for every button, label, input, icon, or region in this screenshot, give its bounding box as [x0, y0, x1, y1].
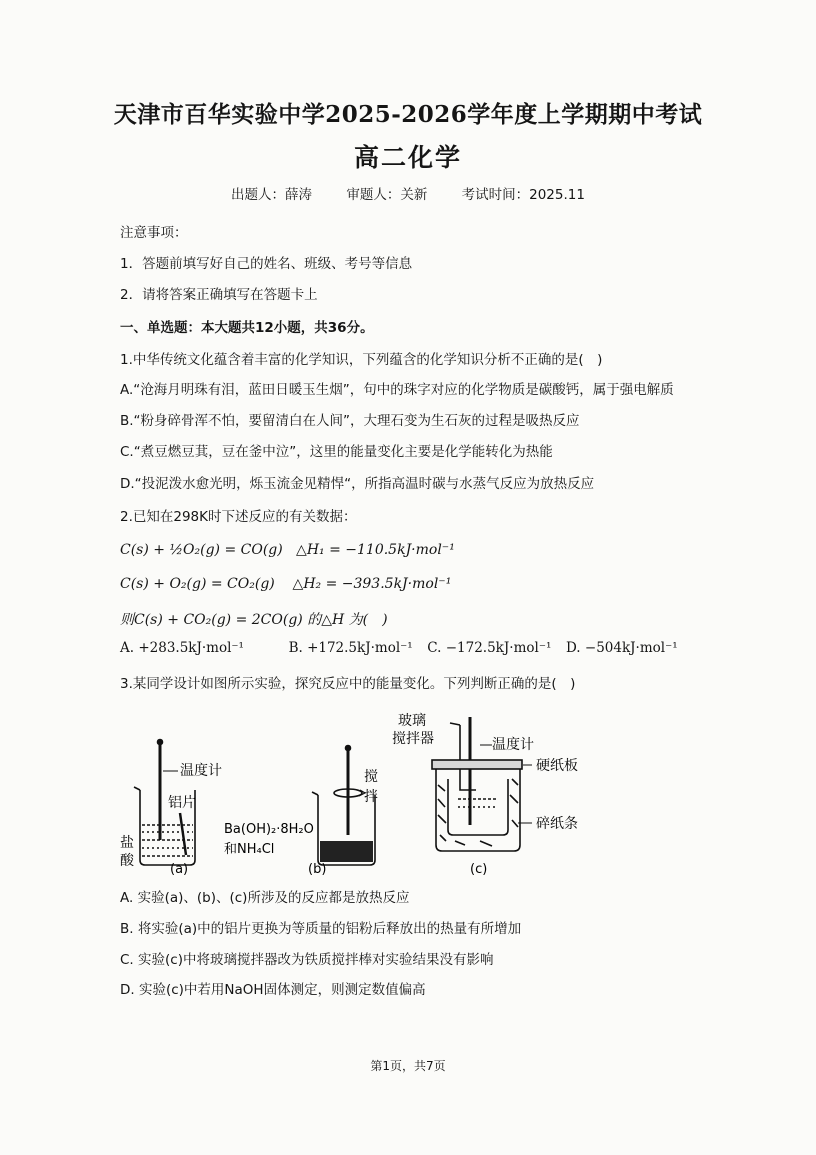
b-reagent-label-2: 和NH₄Cl	[224, 842, 275, 857]
notice-heading: 注意事项：	[120, 225, 188, 241]
exam-time: 考试时间：2025.11	[461, 187, 585, 203]
c-thermometer-label: 温度计	[492, 737, 534, 753]
q3-option-c: C. 实验(c)中将玻璃搅拌器改为铁质搅拌棒对实验结果没有影响	[120, 952, 494, 968]
subject-title: 高二化学	[353, 143, 462, 172]
q3-option-b: B. 将实验(a)中的铝片更换为等质量的铝粉后释放出的热量有所增加	[120, 921, 522, 937]
a-thermometer-label: 温度计	[180, 763, 222, 779]
q1-option-c: C.“煮豆燃豆萁，豆在釜中泣”，这里的能量变化主要是化学能转化为热能	[120, 444, 553, 460]
q2-options	[120, 640, 678, 656]
q2-option-b: B. +172.5kJ·mol⁻¹	[288, 640, 413, 656]
q1-stem: 1.中华传统文化蕴含着丰富的化学知识，下列蕴含的化学知识分析不正确的是( )	[120, 352, 603, 368]
c-board-label: 硬纸板	[536, 758, 578, 774]
b-reagent-label-1: Ba(OH)₂·8H₂O	[224, 822, 314, 837]
c-stirrer-label-2: 搅拌器	[392, 731, 434, 747]
experiment-figure	[120, 695, 620, 889]
exam-meta	[0, 183, 816, 203]
notice-item-2: 2．请将答案正确填写在答题卡上	[120, 287, 318, 303]
a-caption: (a)	[170, 862, 189, 877]
a-acid-label-1: 盐	[120, 835, 134, 851]
c-caption: (c)	[470, 862, 488, 877]
c-stirrer-label-1: 玻璃	[398, 713, 426, 729]
q3-option-a: A. 实验(a)、(b)、(c)所涉及的反应都是放热反应	[120, 890, 410, 906]
q2-option-a: A. +283.5kJ·mol⁻¹	[120, 640, 244, 656]
q2-equation-1: C(s) + ½O₂(g) = CO(g) △H₁ = −110.5kJ·mol⁻¹	[120, 542, 455, 558]
q2-stem: 2.已知在298K时下述反应的有关数据：	[120, 509, 357, 525]
q2-option-c: C. −172.5kJ·mol⁻¹	[427, 640, 552, 656]
q2-equation-2: C(s) + O₂(g) = CO₂(g) △H₂ = −393.5kJ·mol⁻¹	[120, 576, 452, 592]
a-acid-label-2: 酸	[120, 853, 134, 869]
b-stir-label-1: 搅	[364, 769, 378, 785]
c-paper-label: 碎纸条	[536, 816, 578, 832]
section-heading: 一、单选题：本大题共12小题，共36分。	[120, 320, 374, 336]
q1-option-d: D.“投泥泼水愈光明，烁玉流金见精悍“，所指高温时碳与水蒸气反应为放热反应	[120, 476, 595, 492]
apparatus-b	[312, 745, 375, 865]
author: 出题人：薛涛	[231, 187, 313, 203]
q3-stem: 3.某同学设计如图所示实验，探究反应中的能量变化。下列判断正确的是( )	[120, 676, 576, 692]
exam-title: 天津市百华实验中学2025-2026学年度上学期期中考试	[113, 101, 703, 128]
q2-option-d: D. −504kJ·mol⁻¹	[565, 640, 678, 656]
reviewer: 审题人：关新	[346, 187, 428, 203]
q1-option-b: B.“粉身碎骨浑不怕，要留清白在人间”，大理石变为生石灰的过程是吸热反应	[120, 413, 580, 429]
q2-ask: 则C(s) + CO₂(g) = 2CO(g) 的△H 为( )	[120, 612, 388, 628]
experiment-diagram	[120, 695, 620, 885]
a-metal-label: 铝片	[168, 795, 196, 811]
q3-option-d: D. 实验(c)中若用NaOH固体测定，则测定数值偏高	[120, 982, 426, 998]
b-caption: (b)	[308, 862, 327, 877]
notice-item-1: 1．答题前填写好自己的姓名、班级、考号等信息	[120, 256, 413, 272]
page-footer: 第1页，共7页	[370, 1059, 446, 1073]
q1-option-a: A.“沧海月明珠有泪，蓝田日暖玉生烟”，句中的珠字对应的化学物质是碳酸钙，属于强电解质	[120, 382, 674, 398]
b-stir-label-2: 拌	[364, 789, 378, 805]
